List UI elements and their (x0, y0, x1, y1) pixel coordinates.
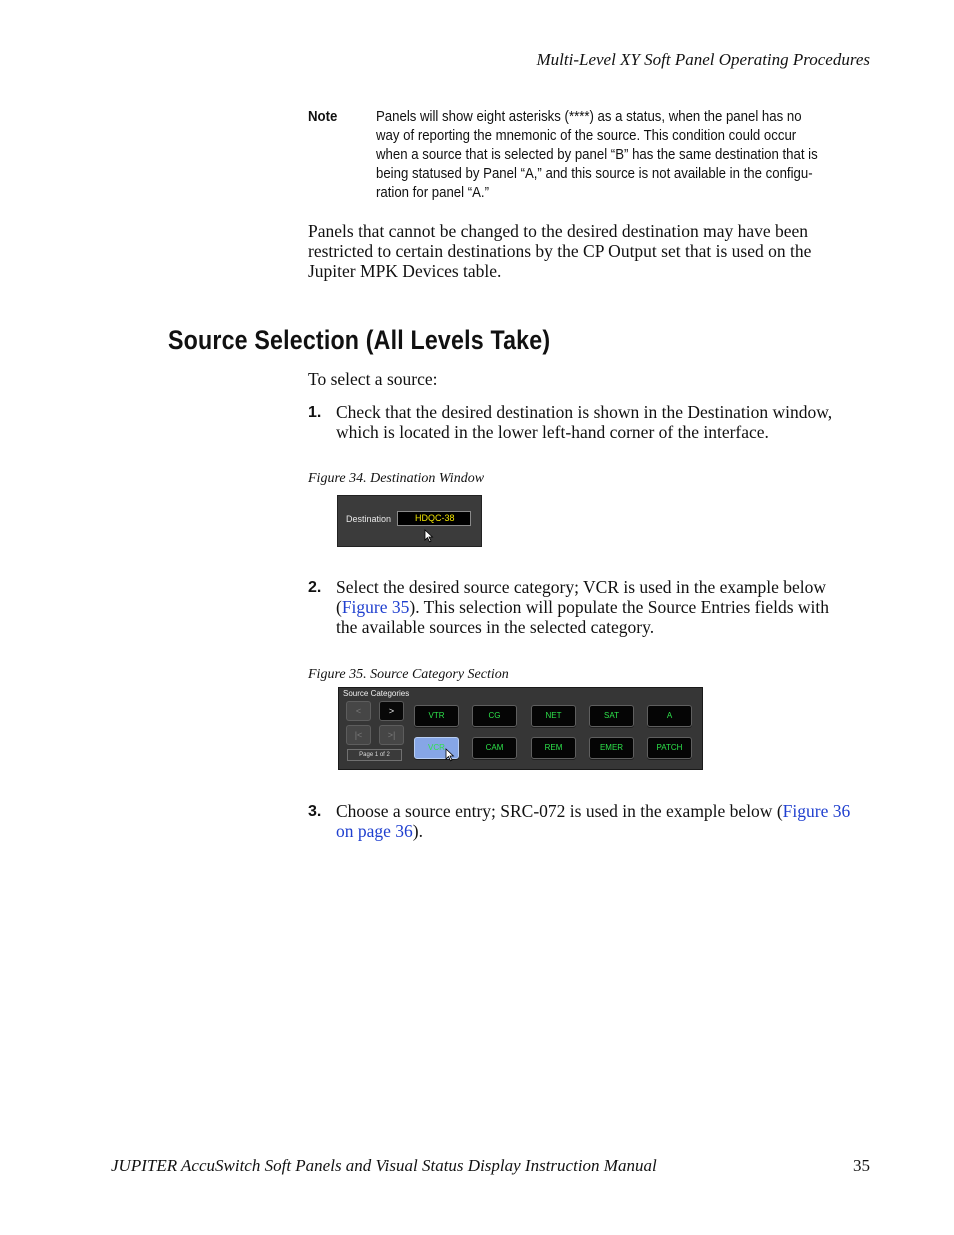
step-1-number: 1. (308, 404, 322, 421)
destination-label: Destination (346, 514, 392, 524)
step-3-text (336, 801, 850, 841)
category-button-cam[interactable]: CAM (472, 737, 517, 759)
paragraph-line: Panels that cannot be changed to the desired destination may have been (308, 221, 809, 241)
category-button-cg[interactable]: CG (472, 705, 517, 727)
step-line: Check that the desired destination is shown in the Destination window, (336, 402, 833, 422)
category-button-net[interactable]: NET (531, 705, 576, 727)
category-button-emer[interactable]: EMER (589, 737, 634, 759)
step-line: the available sources in the selected category. (336, 617, 655, 638)
step-line-rest: ). This selection will populate the Source Entries fields with (409, 597, 829, 618)
first-page-button[interactable]: |< (346, 725, 371, 745)
section-heading: Source Selection (All Levels Take) (168, 325, 551, 355)
page-indicator: Page 1 of 2 (347, 749, 402, 761)
step-line (336, 801, 850, 821)
next-page-button[interactable]: > (379, 701, 404, 721)
page-number: 35 (853, 1156, 870, 1175)
category-button-rem[interactable]: REM (531, 737, 576, 759)
figure-34-caption: Figure 34. Destination Window (308, 471, 485, 486)
category-button-sat[interactable]: SAT (589, 705, 634, 727)
step-1-text (336, 402, 832, 442)
note-line: being statused by Panel “A,” and this source is not available in the configu- (376, 165, 813, 182)
paragraph-line: Jupiter MPK Devices table. (308, 261, 502, 282)
note-text (376, 107, 834, 202)
restriction-paragraph (308, 221, 811, 282)
step-2-text (336, 577, 829, 638)
step-line (336, 821, 850, 841)
category-button-vcr[interactable]: VCR (414, 737, 459, 759)
figure-35-caption: Figure 35. Source Category Section (308, 667, 509, 682)
destination-window-figure (337, 495, 482, 547)
mouse-cursor-icon (424, 529, 434, 543)
paren-open: ( (336, 597, 342, 618)
paragraph-line: restricted to certain destinations by the CP Output set that is used on the (308, 241, 812, 262)
note-line: ration for panel “A.” (376, 184, 489, 201)
step-line: which is located in the lower left-hand corner of the interface. (336, 422, 769, 443)
category-button-vtr[interactable]: VTR (414, 705, 459, 727)
mouse-cursor-icon (445, 748, 455, 762)
step-line: Select the desired source category; VCR is used in the example below (336, 577, 827, 597)
note-line: Panels will show eight asterisks (****) as a status, when the panel has no (376, 108, 802, 125)
footer-manual-title: JUPITER AccuSwitch Soft Panels and Visual Status Display Instruction Manual (111, 1156, 657, 1175)
step-2-number: 2. (308, 579, 322, 596)
destination-field[interactable]: HDQC-38 (397, 511, 471, 526)
note-label: Note (308, 108, 338, 125)
step-line-rest: ). (412, 821, 423, 842)
page-36-link[interactable]: on page 36 (336, 821, 413, 842)
step-line-text: Choose a source entry; SRC-072 is used in the example below ( (336, 801, 783, 821)
last-page-button[interactable]: >| (379, 725, 404, 745)
figure-36-link[interactable]: Figure 36 (782, 801, 851, 821)
running-header: Multi-Level XY Soft Panel Operating Procedures (536, 50, 870, 69)
step-3-number: 3. (308, 803, 322, 820)
step-line (336, 597, 829, 617)
intro-text: To select a source: (308, 369, 438, 389)
note-line: when a source that is selected by panel “B” has the same destination that is (376, 146, 818, 163)
category-button-patch[interactable]: PATCH (647, 737, 692, 759)
figure-35-link[interactable]: Figure 35 (341, 597, 410, 618)
source-categories-title: Source Categories (343, 689, 410, 698)
source-category-figure (338, 687, 703, 770)
category-button-a[interactable]: A (647, 705, 692, 727)
note-line: way of reporting the mnemonic of the source. This condition could occur (376, 127, 797, 144)
prev-page-button[interactable]: < (346, 701, 371, 721)
